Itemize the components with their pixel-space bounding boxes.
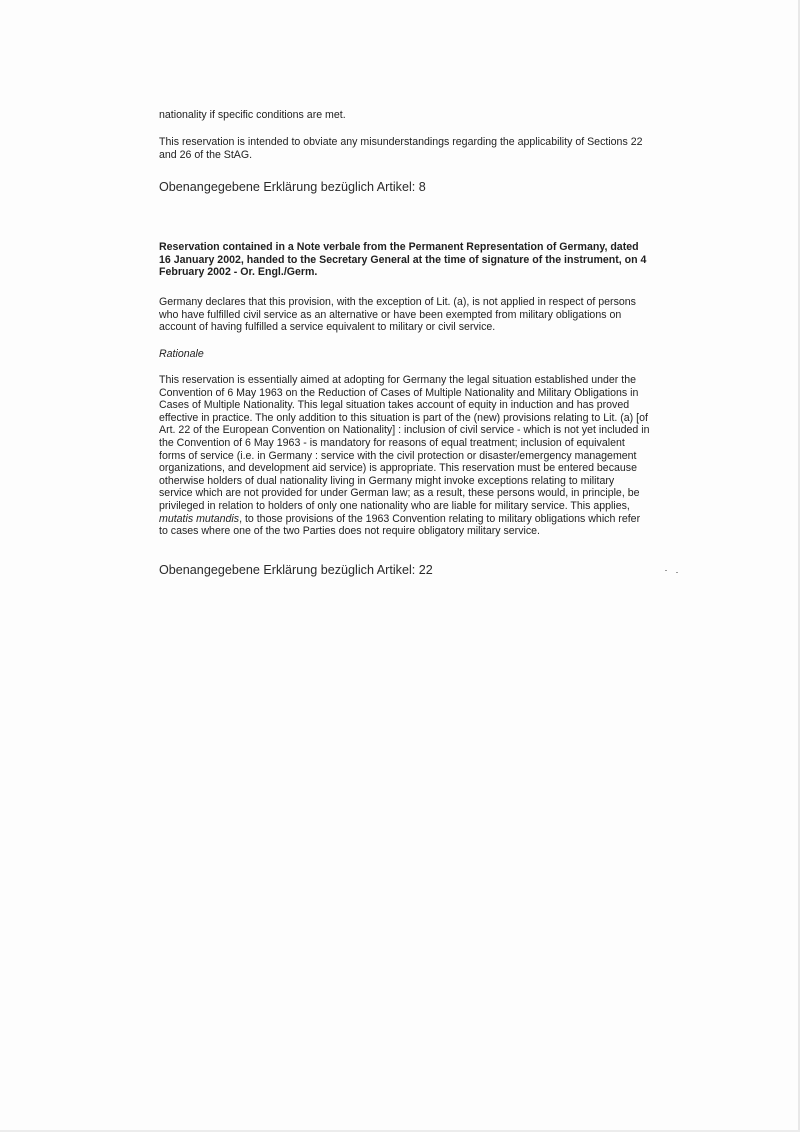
text-line: forms of service (i.e. in Germany : service with the civil protection or disaster/emergency management bbox=[159, 449, 637, 462]
text-line: Convention of 6 May 1963 on the Reduction of Cases of Multiple Nationality and Military Obligations in bbox=[159, 386, 639, 399]
paragraph-germany-declares bbox=[159, 296, 699, 334]
text-line: effective in practice. The only addition to this situation is part of the (new) provisions relating to Lit. (a) [of bbox=[159, 411, 648, 424]
declaration-note-article-8: Obenangegebene Erklärung bezüglich Artikel: 8 bbox=[159, 180, 426, 194]
text-line: who have fulfilled civil service as an alternative or have been exempted from military obligations on bbox=[159, 308, 622, 321]
scan-speck bbox=[665, 570, 667, 571]
text-line: Cases of Multiple Nationality. This legal situation takes account of equity in induction and has proved bbox=[159, 399, 630, 412]
rationale-label: Rationale bbox=[159, 348, 204, 360]
text-line: nationality if specific conditions are met. bbox=[159, 109, 346, 121]
heading-line: 16 January 2002, handed to the Secretary General at the time of signature of the instrument, on 4 bbox=[159, 253, 647, 266]
heading-line: February 2002 - Or. Engl./Germ. bbox=[159, 266, 318, 279]
text-line: and 26 of the StAG. bbox=[159, 148, 253, 161]
text-line: to cases where one of the two Parties does not require obligatory military service. bbox=[159, 525, 540, 538]
paragraph-rationale bbox=[159, 374, 699, 538]
text-line: Germany declares that this provision, with the exception of Lit. (a), is not applied in respect of persons bbox=[159, 296, 636, 308]
text-line: This reservation is intended to obviate any misunderstandings regarding the applicability of Sections 22 bbox=[159, 136, 643, 148]
scan-speck bbox=[676, 572, 678, 573]
line-rest: , to those provisions of the 1963 Convention relating to military obligations which refer bbox=[239, 512, 641, 525]
text-line: service which are not provided for under German law; as a result, these persons would, in principle, be bbox=[159, 487, 640, 500]
text-line: privileged in relation to holders of only one nationality who are liable for military service. This applies, bbox=[159, 499, 630, 512]
reservation-heading bbox=[159, 241, 699, 279]
text-line: This reservation is essentially aimed at adopting for Germany the legal situation established under the bbox=[159, 374, 636, 386]
text-line: account of having fulfilled a service equivalent to military or civil service. bbox=[159, 321, 496, 334]
paragraph-reservation-intent bbox=[159, 136, 699, 161]
declaration-note-article-22: Obenangegebene Erklärung bezüglich Artikel: 22 bbox=[159, 563, 433, 577]
text-line: the Convention of 6 May 1963 - is mandatory for reasons of equal treatment; inclusion of equivalent bbox=[159, 436, 625, 449]
text-line: organizations, and development aid service) is appropriate. This reservation must be entered because bbox=[159, 462, 637, 475]
text-line: otherwise holders of dual nationality living in Germany might invoke exceptions relating to military bbox=[159, 474, 615, 487]
paragraph-nationality-conditions bbox=[159, 109, 699, 122]
heading-line: Reservation contained in a Note verbale from the Permanent Representation of Germany, dated bbox=[159, 241, 639, 253]
text-line: Art. 22 of the European Convention on Nationality] : inclusion of civil service - which is not yet included in bbox=[159, 424, 650, 437]
italic-phrase: mutatis mutandis bbox=[159, 512, 240, 525]
text-line bbox=[159, 513, 699, 526]
